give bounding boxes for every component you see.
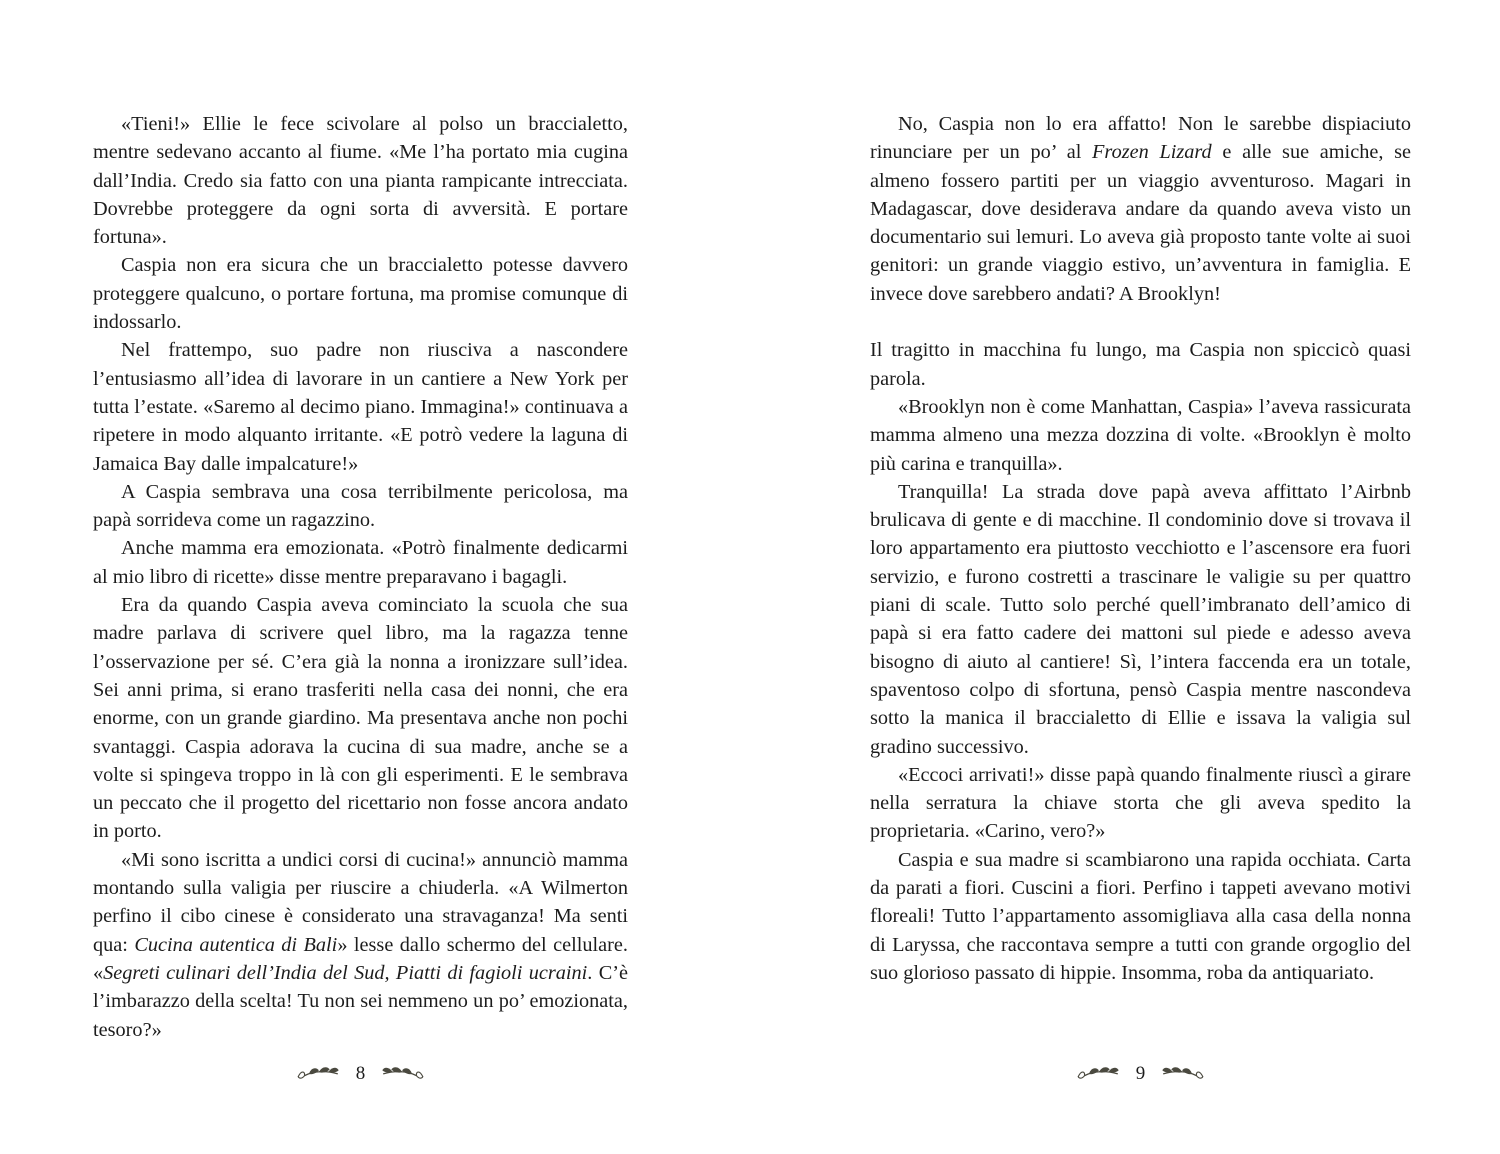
laurel-ornament-left-icon (296, 1064, 340, 1082)
laurel-ornament-left-icon (1076, 1064, 1120, 1082)
text-run: «Eccoci arrivati!» disse papà quando finalmente riuscì a girare nella serratura la chiave storta che gli aveva spedito la proprietaria. «Carino, vero?» (870, 763, 1411, 843)
paragraph (870, 110, 1411, 308)
italic-text-run: Segreti culinari dell’India del Sud, Piatti di fagioli ucraini (103, 961, 588, 984)
page-text-left (93, 110, 628, 1044)
text-run: e alle sue amiche, se almeno fossero partiti per un viaggio avventuroso. Magari in Madagascar, dove desiderava andare da quando aveva visto un documentario sui lemuri. Lo aveva già proposto tante volte ai suoi genitori: un grande viaggio estivo, un’avventura in famiglia. E invece dove sarebbero andati? A Brooklyn! (870, 141, 1412, 305)
laurel-ornament-right-icon (381, 1064, 425, 1082)
laurel-ornament-right-icon (1161, 1064, 1205, 1082)
text-run: «Brooklyn non è come Manhattan, Caspia» l’aveva rassicurata mamma almeno una mezza dozzina di volte. «Brooklyn è molto più carina e tranquilla». (870, 395, 1411, 475)
text-run: Tranquilla! La strada dove papà aveva affittato l’Airbnb brulicava di gente e di macchine. Il condominio dove si trovava il loro appartamento era piuttosto vecchiotto e l’ascensore era fuori servizio, e furono costretti a trascinare le valigie su per quattro piani di scale. Tutto solo perché quell’imbranato dell’amico di papà si era fatto cadere dei mattoni sul piede e adesso aveva bisogno di aiuto al cantiere! Sì, l’intera faccenda era un totale, spaventoso colpo di sfortuna, pensò Caspia mentre nascondeva sotto la manica il braccialetto di Ellie e issava la valigia sul gradino successivo. (870, 480, 1411, 758)
text-run: Caspia e sua madre si scambiarono una rapida occhiata. Carta da parati a fiori. Cuscini a fiori. Perfino i tappeti avevano motivi floreali! Tutto l’appartamento assomigliava alla casa della nonna di Laryssa, che raccontava sempre a tutti con grande orgoglio del suo glorioso passato di hippie. Insomma, roba da antiquariato. (870, 848, 1411, 984)
page-number: 8 (355, 1062, 366, 1084)
paragraph (93, 251, 628, 336)
text-run: Anche mamma era emozionata. «Potrò finalmente dedicarmi al mio libro di ricette» disse mentre preparavano i bagagli. (93, 537, 628, 588)
paragraph (870, 393, 1411, 478)
paragraph (93, 534, 628, 591)
italic-text-run: Frozen Lizard (1092, 141, 1212, 164)
text-run: A Caspia sembrava una cosa terribilmente pericolosa, ma papà sorrideva come un ragazzino. (93, 480, 628, 532)
paragraph (870, 478, 1411, 761)
paragraph (870, 846, 1411, 987)
text-run: «Tieni!» Ellie le fece scivolare al polso un braccialetto, mentre sedevano accanto al fiume. «Me l’ha portato mia cugina dall’India. Credo sia fatto con una pianta rampicante intrecciata. Dovrebbe proteggere da ogni sorta di avversità. E portare fortuna». (93, 113, 628, 249)
text-run: Era da quando Caspia aveva cominciato la scuola che sua madre parlava di scrivere quel libro, ma la ragazza tenne l’osservazione per sé. C’era già la nonna a ironizzare sull’idea. Sei anni prima, si erano trasferiti nella casa dei nonni, che era enorme, con un grande giardino. Ma presentava anche non pochi svantaggi. Caspia adorava la cucina di sua madre, anche se a volte si spingeva troppo in là con gli esperimenti. E le sembrava un peccato che il progetto del ricettario non fosse ancora andato in porto. (93, 594, 628, 843)
paragraph (93, 110, 628, 251)
text-run: . C’è l’imbarazzo della scelta! Tu non sei nemmeno un po’ emozionata, tesoro?» (93, 961, 628, 1041)
paragraph (93, 478, 628, 535)
italic-text-run: Cucina autentica di Bali (134, 933, 338, 956)
paragraph (93, 336, 628, 477)
page-footer-right (870, 1060, 1411, 1086)
page-number: 9 (1135, 1062, 1146, 1084)
paragraph (93, 591, 628, 846)
text-run: No, Caspia non lo era affatto! Non le sarebbe dispiaciuto rinunciare per un po’ al (870, 113, 1411, 164)
paragraph (93, 846, 628, 1044)
text-run: «Mi sono iscritta a undici corsi di cucina!» annunciò mamma montando sulla valigia per riuscire a chiuderla. «A Wilmerton perfino il cibo cinese è considerato una stravaganza! Ma senti qua: (93, 848, 628, 956)
page-footer-left (93, 1060, 628, 1086)
text-run: Nel frattempo, suo padre non riusciva a nascondere l’entusiasmo all’idea di lavorare in un cantiere a New York per tutta l’estate. «Saremo al decimo piano. Immagina!» continuava a ripetere in modo alquanto irritante. «E potrò vedere la laguna di Jamaica Bay dalle impalcature!» (93, 339, 628, 475)
page-right (750, 0, 1500, 1154)
text-run: » lesse dallo schermo del cellulare. « (93, 933, 628, 984)
text-run: Caspia non era sicura che un braccialetto potesse davvero proteggere qualcuno, o portare fortuna, ma promise comunque di indossarlo. (93, 254, 628, 334)
text-run: Il tragitto in macchina fu lungo, ma Caspia non spiccicò quasi parola. (870, 339, 1411, 390)
page-text-right (870, 110, 1411, 987)
paragraph (870, 336, 1411, 393)
paragraph (870, 761, 1411, 846)
